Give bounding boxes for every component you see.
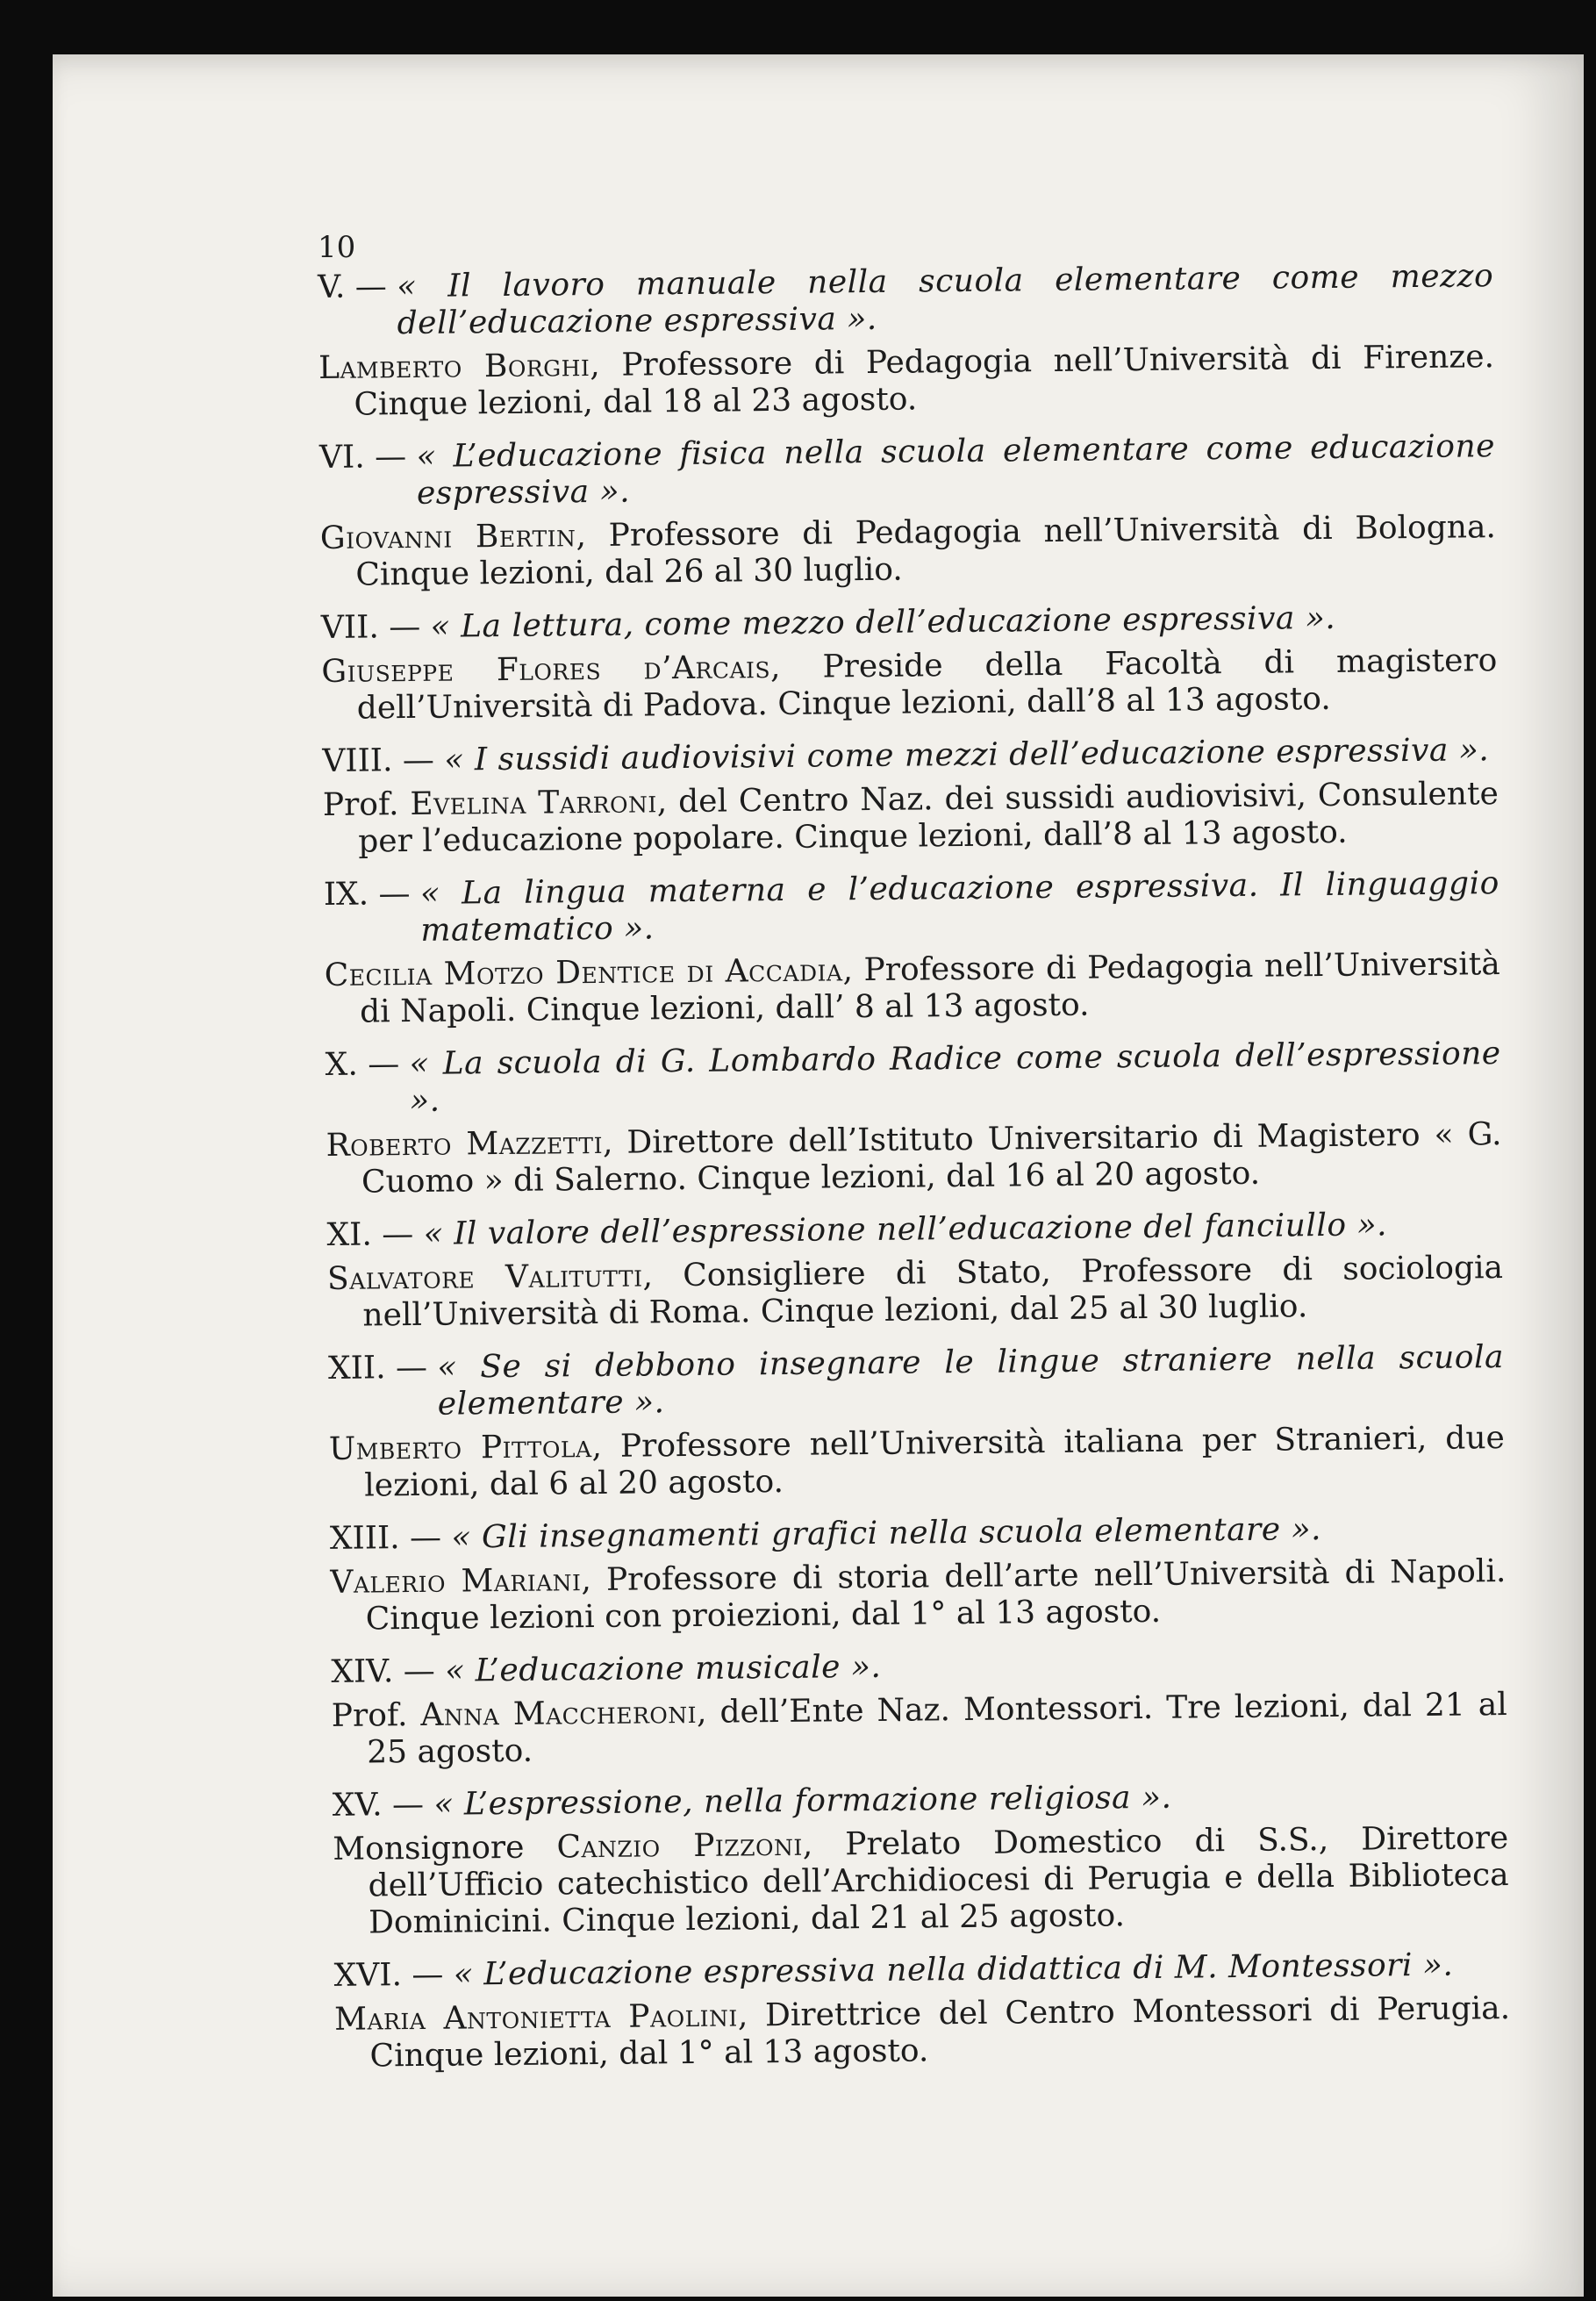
lecturer-line (320, 509, 1497, 594)
course-numeral: XII. — (327, 1349, 438, 1387)
course-title: « L’educazione musicale ». (445, 1648, 882, 1689)
lecturer-name: Salvatore Valitutti (326, 1258, 643, 1297)
lecturer-description: , Prelato Domestico di S.S., Direttore dell’Ufficio catechistico dell’Archidiocesi di Perugia e della Biblioteca Dominicini. Cinque lezioni, dal 21 al 25 agosto. (368, 1820, 1509, 1941)
lecturer-line (330, 1553, 1507, 1638)
lecturer-description: , Professore di Pedagogia nell’Università di Firenze. Cinque lezioni, dal 18 al 23 agosto. (354, 339, 1495, 423)
lecturer-line (334, 1990, 1511, 2075)
course-title: « La lettura, come mezzo dell’educazione espressiva ». (430, 599, 1336, 645)
lecturer-name: Evelina Tarroni (410, 784, 657, 823)
lecturer-line (325, 946, 1501, 1031)
course-numeral: VIII. — (322, 742, 445, 779)
course-numeral: IX. — (323, 875, 421, 913)
course-title: « I sussidi audiovisivi come mezzi dell’educazione espressiva ». (444, 732, 1490, 778)
lecturer-line (323, 776, 1499, 861)
lecturer-line (321, 642, 1498, 728)
lecturer-name: Cecilia Motzo Dentice di Accadia (324, 952, 843, 993)
lecturer-name: Valerio Mariani (330, 1562, 582, 1601)
course-heading (328, 1339, 1505, 1424)
course-entry (319, 428, 1497, 594)
course-entry (326, 1036, 1503, 1201)
course-heading (321, 599, 1497, 647)
course-numeral: V. — (318, 269, 397, 305)
course-heading (330, 1509, 1506, 1558)
course-heading (322, 732, 1498, 780)
lecturer-description: , dell’Ente Naz. Montessori. Tre lezioni, dal 21 al 25 agosto. (367, 1687, 1507, 1771)
course-title: « Se si debbono insegnare le lingue straniere nella scuola elementare ». (437, 1339, 1505, 1423)
course-entry (333, 1776, 1510, 1942)
lecturer-line (333, 1820, 1509, 1942)
lecturer-line (326, 1116, 1502, 1201)
lecturer-description: , Professore nell’Università italiana per Stranieri, due lezioni, dal 6 al 20 agosto. (364, 1420, 1506, 1504)
course-entry (321, 599, 1498, 728)
course-entry (331, 1643, 1507, 1772)
course-entry (326, 1206, 1503, 1335)
lecturer-name: Lamberto Borghi (318, 348, 590, 386)
page-number: 10 (318, 230, 356, 265)
course-numeral: XIII. — (329, 1519, 452, 1557)
lecturer-line (318, 339, 1495, 424)
lecturer-description: , Direttrice del Centro Montessori di Perugia. Cinque lezioni, dal 1° al 13 agosto. (369, 1990, 1511, 2075)
course-numeral: VI. — (318, 438, 417, 476)
course-title: « L’espressione, nella formazione religiosa ». (433, 1779, 1172, 1823)
course-numeral: XI. — (326, 1215, 424, 1253)
lecturer-prefix: Prof. (322, 786, 411, 823)
course-numeral: VII. — (320, 608, 431, 646)
course-heading (326, 1206, 1502, 1254)
lecturer-prefix: Prof. (331, 1696, 421, 1734)
course-heading (324, 865, 1500, 950)
lecturer-name: Anna Maccheroni (420, 1694, 698, 1733)
course-title: « L’educazione fisica nella scuola elementare come educazione espressiva ». (416, 428, 1496, 512)
book-page (53, 54, 1584, 2297)
lecturer-description: , Direttore dell’Istituto Universitario di Magistero « G. Cuomo » di Salerno. Cinque lezioni, dal 16 al 20 agosto. (361, 1116, 1502, 1201)
course-heading (318, 258, 1494, 343)
course-entry (324, 865, 1501, 1031)
lecturer-description: , del Centro Naz. dei sussidi audiovisivi, Consulente per l’educazione popolare. Cinque lezioni, dall’8 al 13 agosto. (358, 776, 1499, 860)
lecturer-name: Giovanni Bertin (319, 518, 576, 556)
course-title: « Il lavoro manuale nella scuola elementare come mezzo dell’educazione espressiva ». (397, 258, 1494, 342)
course-title: « L’educazione espressiva nella didattica di M. Montessori ». (453, 1946, 1454, 1993)
course-entry (333, 1946, 1510, 2075)
lecturer-description: , Preside della Facoltà di magistero dell’Università di Padova. Cinque lezioni, dall’8 al 13 agosto. (356, 642, 1498, 727)
lecturer-name: Maria Antonietta Paolini (333, 1997, 739, 2038)
course-numeral: XIV. — (331, 1652, 446, 1690)
course-title: « Gli insegnamenti grafici nella scuola elementare ». (451, 1511, 1322, 1556)
course-entry (328, 1339, 1506, 1505)
lecturer-line (327, 1250, 1504, 1335)
lecturer-line (329, 1420, 1506, 1505)
course-title: « La scuola di G. Lombardo Radice come scuola dell’espressione ». (409, 1036, 1501, 1120)
course-heading (331, 1643, 1507, 1691)
course-heading (333, 1776, 1508, 1824)
lecturer-description: , Professore di Pedagogia nell’Università di Bologna. Cinque lezioni, dal 26 al 30 luglio. (355, 509, 1497, 593)
course-entry (322, 732, 1499, 861)
lecturer-description: , Consigliere di Stato, Professore di sociologia nell’Università di Roma. Cinque lezioni, dal 25 al 30 luglio. (362, 1250, 1504, 1334)
lecturer-line (332, 1687, 1508, 1772)
course-heading (326, 1036, 1502, 1121)
course-entry (330, 1509, 1507, 1638)
lecturer-name: Giuseppe Flores d’Arcais (321, 649, 771, 690)
course-heading (333, 1946, 1509, 1995)
lecturer-description: , Professore di storia dell’arte nell’Università di Napoli. Cinque lezioni con proiezioni, dal 1° al 13 agosto. (365, 1553, 1507, 1638)
course-numeral: XV. — (332, 1786, 434, 1824)
course-title: « La lingua materna e l’educazione espressiva. Il linguaggio matematico ». (419, 865, 1499, 949)
lecturer-name: Canzio Pizzoni (556, 1826, 804, 1866)
lecturer-name: Roberto Mazzetti (326, 1124, 604, 1164)
lecturer-description: , Professore di Pedagogia nell’Università di Napoli. Cinque lezioni, dall’ 8 al 13 agosto. (359, 946, 1500, 1030)
lecturer-name: Umberto Pittola (328, 1429, 592, 1467)
course-heading (319, 428, 1496, 513)
course-list (318, 258, 1511, 2091)
course-numeral: XVI. — (333, 1956, 454, 1994)
course-title: « Il valore dell’espressione nell’educazione del fanciullo ». (423, 1207, 1388, 1252)
lecturer-prefix: Monsignore (333, 1829, 557, 1867)
course-numeral: X. — (325, 1046, 410, 1083)
course-entry (318, 258, 1495, 424)
